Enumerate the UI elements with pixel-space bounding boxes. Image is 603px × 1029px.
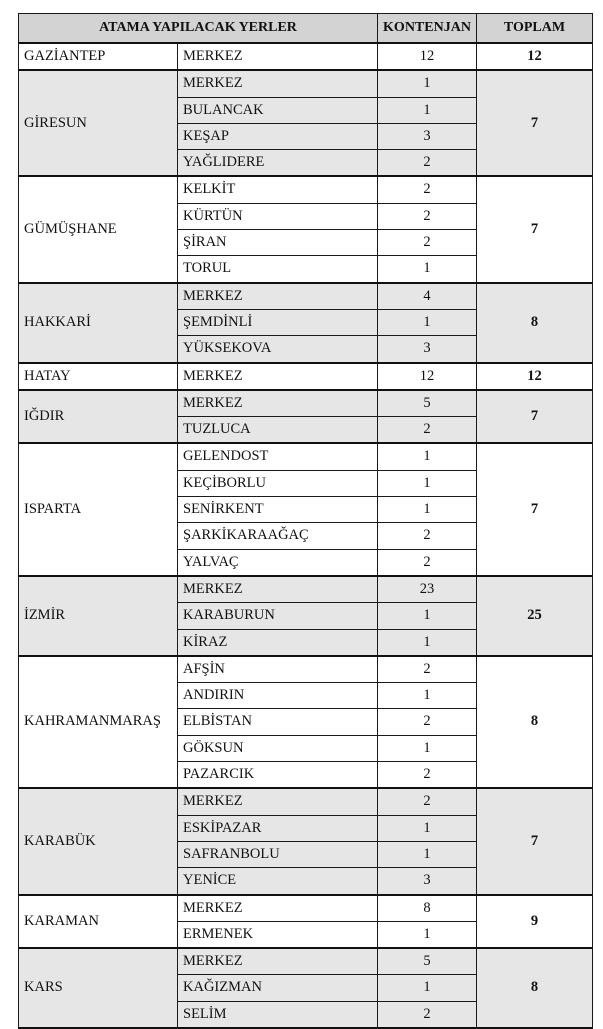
- province-total: 12: [477, 43, 593, 70]
- district-name: ŞARKİKARAAĞAÇ: [178, 523, 378, 549]
- table-row: [19, 176, 593, 203]
- district-name: MERKEZ: [178, 948, 378, 975]
- district-name: SENİRKENT: [178, 497, 378, 523]
- district-quota: 2: [378, 788, 477, 815]
- district-quota: 1: [378, 735, 477, 761]
- district-quota: 1: [378, 921, 477, 948]
- district-name: GÖKSUN: [178, 735, 378, 761]
- province-group: [19, 70, 593, 176]
- district-quota: 12: [378, 43, 477, 70]
- table-row: [19, 656, 593, 683]
- district-name: SAFRANBOLU: [178, 841, 378, 867]
- district-name: KELKİT: [178, 176, 378, 203]
- province-group: [19, 283, 593, 363]
- province-group: [19, 948, 593, 1028]
- header-total: TOPLAM: [477, 14, 593, 44]
- district-name: MERKEZ: [178, 283, 378, 310]
- header-locations: ATAMA YAPILACAK YERLER: [19, 14, 378, 44]
- district-quota: 2: [378, 230, 477, 256]
- province-group: [19, 656, 593, 788]
- province-total: 9: [477, 895, 593, 949]
- district-quota: 8: [378, 895, 477, 922]
- district-name: MERKEZ: [178, 43, 378, 70]
- district-quota: 12: [378, 363, 477, 390]
- district-name: YAĞLIDERE: [178, 150, 378, 177]
- table-row: [19, 895, 593, 922]
- province-total: 8: [477, 656, 593, 788]
- district-name: KAĞIZMAN: [178, 975, 378, 1001]
- province-total: 7: [477, 70, 593, 176]
- district-name: SELİM: [178, 1001, 378, 1028]
- district-quota: 1: [378, 309, 477, 335]
- header-row: [19, 14, 593, 44]
- district-quota: 2: [378, 762, 477, 789]
- district-name: ŞEMDİNLİ: [178, 309, 378, 335]
- province-total: 8: [477, 283, 593, 363]
- province-name: GİRESUN: [19, 70, 178, 176]
- district-name: ANDIRIN: [178, 683, 378, 709]
- district-quota: 1: [378, 815, 477, 841]
- province-name: ISPARTA: [19, 443, 178, 575]
- table-row: [19, 363, 593, 390]
- district-name: KEŞAP: [178, 123, 378, 149]
- district-quota: 23: [378, 576, 477, 603]
- district-name: MERKEZ: [178, 895, 378, 922]
- province-name: KARS: [19, 948, 178, 1028]
- table-row: [19, 576, 593, 603]
- district-quota: 1: [378, 256, 477, 283]
- province-group: [19, 43, 593, 70]
- district-name: KEÇİBORLU: [178, 470, 378, 496]
- table-row: [19, 788, 593, 815]
- province-name: KARABÜK: [19, 788, 178, 894]
- province-total: 7: [477, 176, 593, 282]
- district-name: YALVAÇ: [178, 549, 378, 576]
- district-quota: 1: [378, 470, 477, 496]
- table-row: [19, 443, 593, 470]
- district-quota: 2: [378, 176, 477, 203]
- district-quota: 3: [378, 123, 477, 149]
- province-total: 7: [477, 443, 593, 575]
- province-name: HAKKARİ: [19, 283, 178, 363]
- table-header: [19, 14, 593, 44]
- district-name: MERKEZ: [178, 788, 378, 815]
- province-name: GAZİANTEP: [19, 43, 178, 70]
- district-quota: 5: [378, 948, 477, 975]
- district-quota: 1: [378, 841, 477, 867]
- province-name: KAHRAMANMARAŞ: [19, 656, 178, 788]
- table-row: [19, 43, 593, 70]
- assignment-table: [18, 13, 593, 1029]
- district-name: YÜKSEKOVA: [178, 336, 378, 363]
- province-total: 8: [477, 948, 593, 1028]
- district-name: MERKEZ: [178, 390, 378, 417]
- district-quota: 2: [378, 150, 477, 177]
- province-group: [19, 895, 593, 949]
- district-quota: 2: [378, 523, 477, 549]
- province-name: GÜMÜŞHANE: [19, 176, 178, 282]
- district-quota: 1: [378, 97, 477, 123]
- district-name: KARABURUN: [178, 603, 378, 629]
- district-quota: 3: [378, 336, 477, 363]
- district-quota: 5: [378, 390, 477, 417]
- district-quota: 1: [378, 975, 477, 1001]
- table-row: [19, 283, 593, 310]
- district-name: BULANCAK: [178, 97, 378, 123]
- province-name: HATAY: [19, 363, 178, 390]
- district-name: MERKEZ: [178, 363, 378, 390]
- province-total: 25: [477, 576, 593, 656]
- district-quota: 2: [378, 709, 477, 735]
- province-group: [19, 176, 593, 282]
- province-total: 7: [477, 390, 593, 444]
- district-quota: 1: [378, 70, 477, 97]
- district-name: MERKEZ: [178, 70, 378, 97]
- province-group: [19, 443, 593, 575]
- district-name: AFŞİN: [178, 656, 378, 683]
- table-row: [19, 948, 593, 975]
- district-quota: 1: [378, 629, 477, 656]
- province-name: IĞDIR: [19, 390, 178, 444]
- district-name: KÜRTÜN: [178, 203, 378, 229]
- province-group: [19, 363, 593, 390]
- district-quota: 2: [378, 1001, 477, 1028]
- district-name: MERKEZ: [178, 576, 378, 603]
- district-name: ŞİRAN: [178, 230, 378, 256]
- table-row: [19, 390, 593, 417]
- province-name: İZMİR: [19, 576, 178, 656]
- district-quota: 1: [378, 497, 477, 523]
- district-name: GELENDOST: [178, 443, 378, 470]
- district-quota: 2: [378, 203, 477, 229]
- province-group: [19, 788, 593, 894]
- district-name: KİRAZ: [178, 629, 378, 656]
- province-group: [19, 390, 593, 444]
- district-name: ERMENEK: [178, 921, 378, 948]
- province-group: [19, 576, 593, 656]
- district-quota: 2: [378, 656, 477, 683]
- district-quota: 1: [378, 683, 477, 709]
- province-total: 12: [477, 363, 593, 390]
- district-quota: 3: [378, 868, 477, 895]
- province-name: KARAMAN: [19, 895, 178, 949]
- district-name: ESKİPAZAR: [178, 815, 378, 841]
- province-total: 7: [477, 788, 593, 894]
- header-quota: KONTENJAN: [378, 14, 477, 44]
- district-quota: 1: [378, 603, 477, 629]
- district-name: ELBİSTAN: [178, 709, 378, 735]
- table-row: [19, 70, 593, 97]
- district-name: YENİCE: [178, 868, 378, 895]
- district-name: TUZLUCA: [178, 417, 378, 444]
- district-quota: 2: [378, 417, 477, 444]
- district-name: TORUL: [178, 256, 378, 283]
- district-quota: 1: [378, 443, 477, 470]
- district-quota: 2: [378, 549, 477, 576]
- district-name: PAZARCIK: [178, 762, 378, 789]
- district-quota: 4: [378, 283, 477, 310]
